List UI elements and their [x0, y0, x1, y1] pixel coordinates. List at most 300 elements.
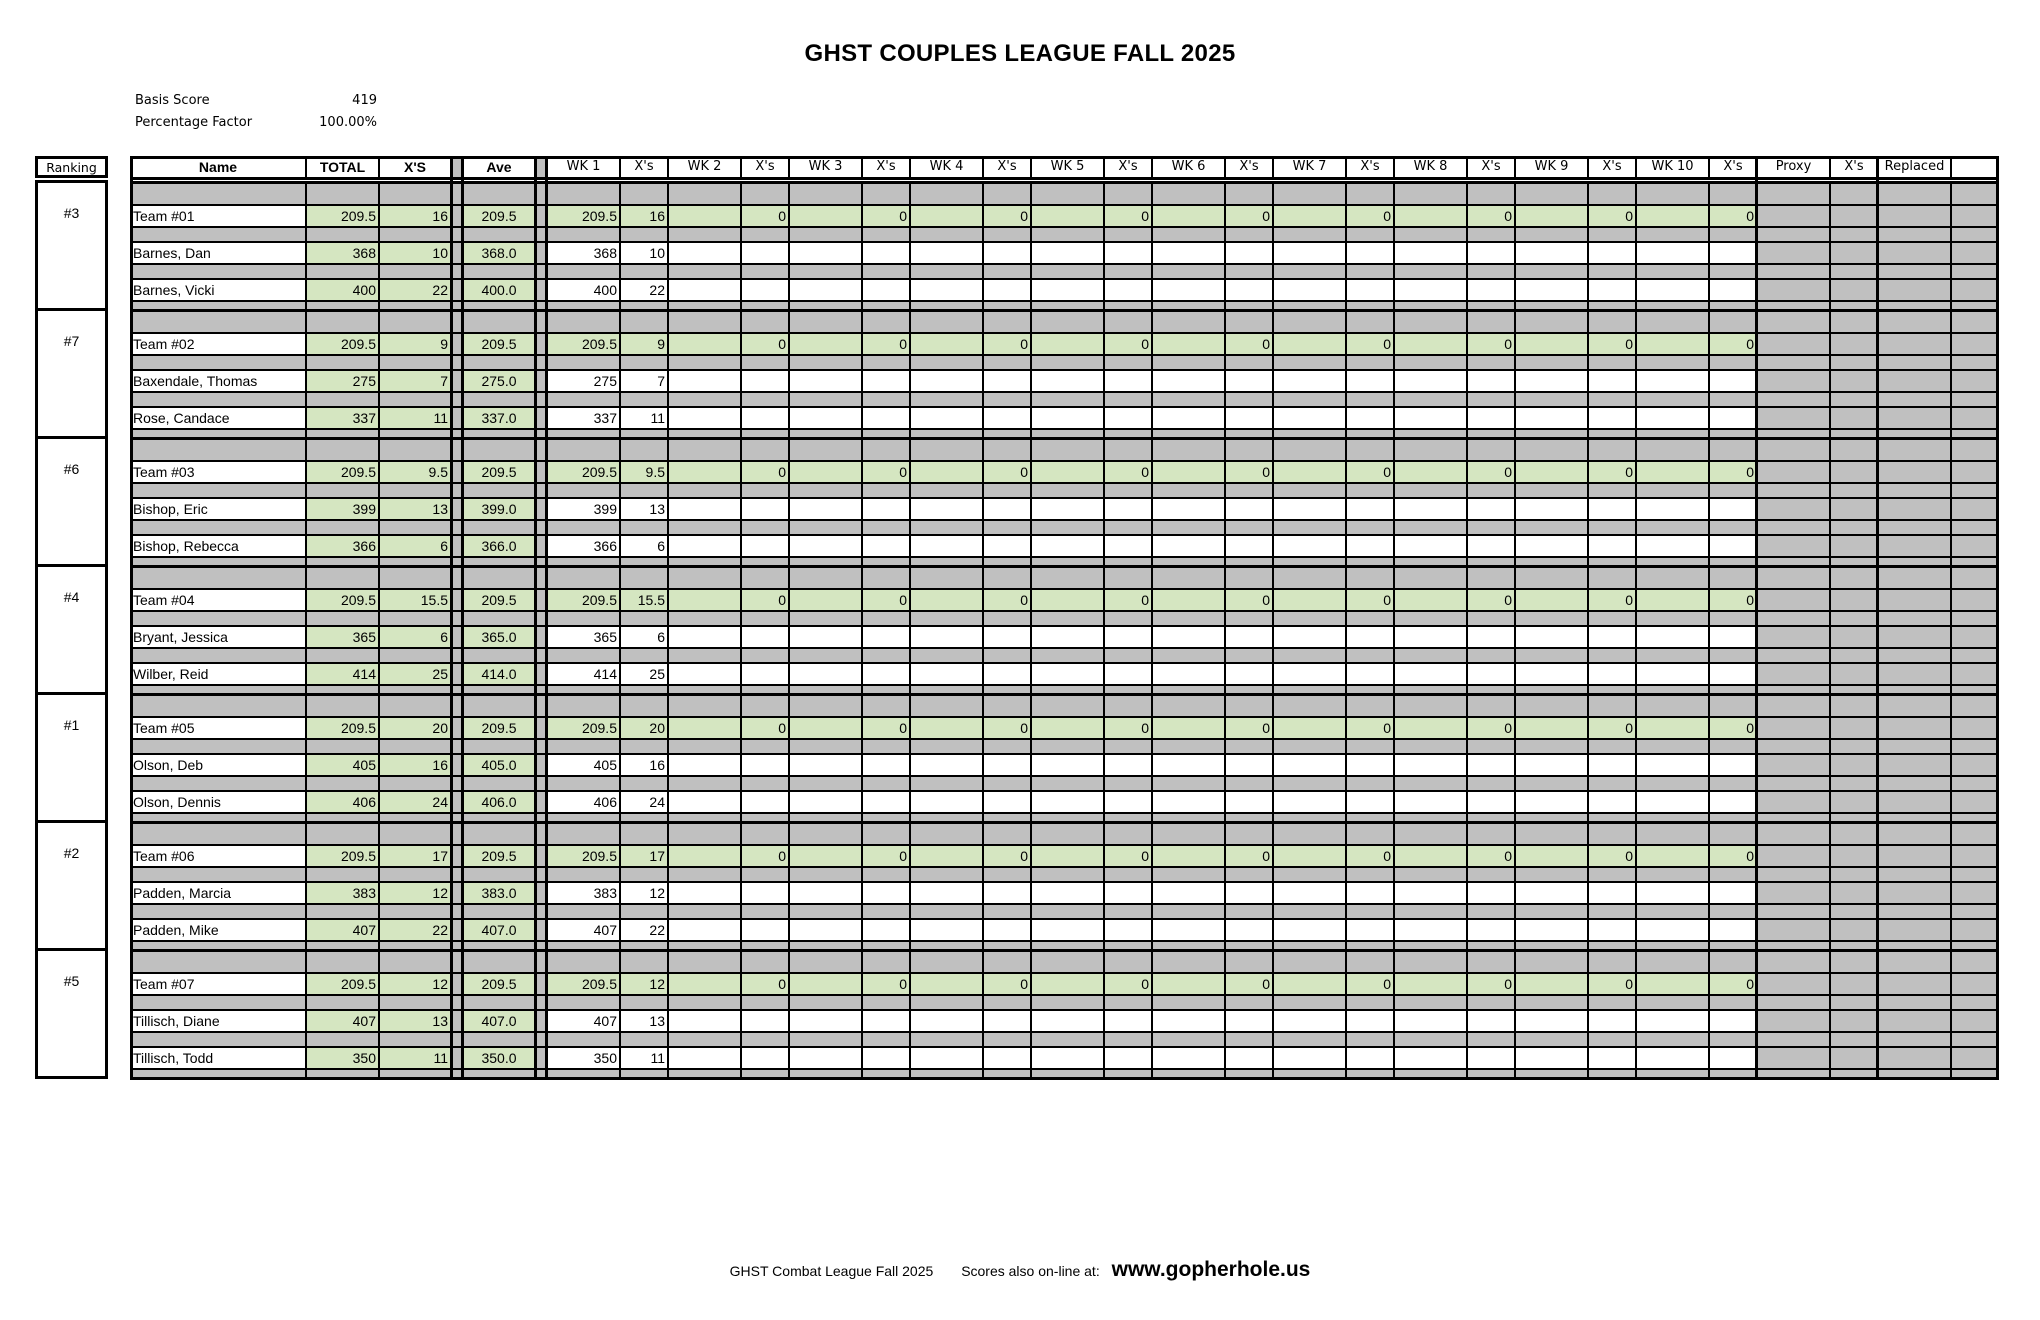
spacer-cell	[1757, 1032, 1830, 1047]
spacer-cell	[1951, 695, 1999, 717]
spacer-cell	[1031, 227, 1104, 242]
spacer-cell	[1515, 392, 1588, 407]
spacer-cell	[1467, 695, 1515, 717]
spacer-cell	[1830, 567, 1878, 589]
spacer-cell	[1830, 392, 1878, 407]
spacer-cell	[1515, 520, 1588, 535]
spacer-cell	[1346, 995, 1394, 1010]
spacer-cell	[463, 264, 535, 279]
spacer-cell	[1709, 904, 1757, 919]
week-score	[910, 535, 983, 557]
week-xs	[1467, 663, 1515, 685]
spacer-cell	[1709, 520, 1757, 535]
week-xs	[1588, 370, 1636, 392]
week-xs	[1467, 498, 1515, 520]
spacer-cell	[668, 483, 741, 498]
week-xs	[1467, 370, 1515, 392]
rank-value: #7	[63, 333, 80, 349]
spacer-cell	[379, 439, 451, 461]
week-xs	[1104, 1047, 1152, 1069]
spacer-cell	[1031, 648, 1104, 663]
spacer-cell	[1830, 439, 1878, 461]
week-score	[1273, 370, 1346, 392]
total-xs: 6	[379, 626, 451, 648]
spacer-cell	[1394, 183, 1467, 205]
spacer-cell	[862, 483, 910, 498]
spacer-cell	[789, 439, 862, 461]
week-1-score: 406	[547, 791, 620, 813]
week-1-xs: 9.5	[620, 461, 668, 483]
week-score	[1031, 589, 1104, 611]
spacer-cell	[668, 739, 741, 754]
spacer-cell	[862, 739, 910, 754]
week-xs	[741, 407, 789, 429]
spacer-cell	[1757, 739, 1830, 754]
week-xs	[1588, 242, 1636, 264]
week-score	[1636, 919, 1709, 941]
column-header: WK 5	[1031, 156, 1104, 178]
week-score	[789, 242, 862, 264]
spacer-cell	[1757, 311, 1830, 333]
spacer-cell	[463, 611, 535, 626]
spacer-cell	[983, 867, 1031, 882]
spacer-cell	[1152, 611, 1225, 626]
spacer-cell	[668, 183, 741, 205]
week-xs	[1709, 1047, 1757, 1069]
week-score	[1636, 407, 1709, 429]
column-header: WK 7	[1273, 156, 1346, 178]
week-score	[789, 535, 862, 557]
rank-box	[35, 820, 108, 951]
team-cell	[1951, 973, 1999, 995]
spacer-cell	[1951, 776, 1999, 791]
week-score	[910, 1047, 983, 1069]
spacer-cell	[1757, 567, 1830, 589]
total-score: 209.5	[306, 461, 379, 483]
spacer-cell	[1951, 648, 1999, 663]
week-score	[1394, 1047, 1467, 1069]
spacer-cell	[1104, 1032, 1152, 1047]
team-cell	[1830, 461, 1878, 483]
spacer-cell	[463, 867, 535, 882]
week-score	[668, 1010, 741, 1032]
week-score	[910, 791, 983, 813]
member-cell	[1757, 754, 1830, 776]
week-score	[910, 242, 983, 264]
member-cell	[1830, 919, 1878, 941]
week-score	[789, 498, 862, 520]
spacer-cell	[1515, 823, 1588, 845]
week-xs	[983, 370, 1031, 392]
week-score	[1152, 973, 1225, 995]
spacer-cell	[1467, 311, 1515, 333]
total-xs: 20	[379, 717, 451, 739]
spacer-cell	[1878, 183, 1951, 205]
spacer-cell	[741, 611, 789, 626]
spacer-cell	[668, 611, 741, 626]
spacer-cell	[1031, 611, 1104, 626]
week-xs	[1225, 882, 1273, 904]
spacer-cell	[1515, 264, 1588, 279]
week-xs	[1467, 1010, 1515, 1032]
week-1-score: 350	[547, 1047, 620, 1069]
team-name: Team #02	[130, 333, 306, 355]
footer	[0, 1258, 2040, 1282]
week-xs	[862, 754, 910, 776]
spacer-cell	[1515, 904, 1588, 919]
member-cell	[1757, 370, 1830, 392]
week-score	[1152, 279, 1225, 301]
spacer-cell	[1467, 439, 1515, 461]
week-1-xs: 11	[620, 407, 668, 429]
week-xs: 0	[983, 973, 1031, 995]
spacer-cell	[379, 311, 451, 333]
spacer-cell	[1830, 520, 1878, 535]
member-cell	[1757, 626, 1830, 648]
average-score: 406.0	[463, 791, 535, 813]
spacer-cell	[620, 776, 668, 791]
spacer-cell	[1394, 483, 1467, 498]
spacer-cell	[1709, 1032, 1757, 1047]
spacer-cell	[1709, 648, 1757, 663]
spacer-cell	[1878, 227, 1951, 242]
member-cell	[1830, 407, 1878, 429]
member-cell	[1830, 370, 1878, 392]
average-score: 383.0	[463, 882, 535, 904]
column-divider	[545, 156, 548, 1079]
week-xs	[862, 370, 910, 392]
spacer-cell	[1394, 355, 1467, 370]
spacer-cell	[1031, 392, 1104, 407]
week-score	[1394, 754, 1467, 776]
spacer-cell	[1273, 648, 1346, 663]
week-xs: 0	[983, 845, 1031, 867]
week-1-score: 368	[547, 242, 620, 264]
team-cell	[1757, 333, 1830, 355]
week-xs	[1467, 535, 1515, 557]
week-score	[1273, 279, 1346, 301]
spacer-cell	[910, 439, 983, 461]
spacer-cell	[379, 648, 451, 663]
spacer-cell	[306, 776, 379, 791]
spacer-cell	[379, 611, 451, 626]
column-divider	[1755, 156, 1758, 1079]
week-xs	[983, 242, 1031, 264]
spacer-cell	[1878, 567, 1951, 589]
spacer-cell	[1878, 355, 1951, 370]
week-score	[1515, 1047, 1588, 1069]
average-score: 337.0	[463, 407, 535, 429]
spacer-cell	[620, 392, 668, 407]
spacer-cell	[789, 904, 862, 919]
week-score	[1152, 717, 1225, 739]
spacer-cell	[1225, 227, 1273, 242]
spacer-cell	[1636, 227, 1709, 242]
spacer-cell	[741, 776, 789, 791]
week-1-xs: 24	[620, 791, 668, 813]
week-score	[789, 1010, 862, 1032]
week-score	[1394, 205, 1467, 227]
spacer-cell	[1709, 183, 1757, 205]
week-score	[789, 791, 862, 813]
spacer-cell	[789, 867, 862, 882]
column-header: WK 4	[910, 156, 983, 178]
spacer-cell	[1830, 695, 1878, 717]
total-score: 209.5	[306, 333, 379, 355]
spacer-cell	[379, 1032, 451, 1047]
spacer-cell	[1225, 951, 1273, 973]
spacer-cell	[1636, 611, 1709, 626]
spacer-cell	[1273, 355, 1346, 370]
spacer-cell	[1104, 483, 1152, 498]
spacer-cell	[1951, 483, 1999, 498]
spacer-cell	[1031, 355, 1104, 370]
spacer-cell	[862, 867, 910, 882]
spacer-cell	[983, 995, 1031, 1010]
spacer-cell	[130, 183, 306, 205]
spacer-cell	[1031, 483, 1104, 498]
week-score	[1152, 791, 1225, 813]
spacer-cell	[1709, 695, 1757, 717]
team-cell	[1757, 461, 1830, 483]
week-xs	[1346, 498, 1394, 520]
week-score	[1636, 279, 1709, 301]
week-score	[1031, 754, 1104, 776]
week-xs: 0	[1709, 589, 1757, 611]
week-xs: 0	[1467, 973, 1515, 995]
week-score	[1515, 370, 1588, 392]
spacer-cell	[1152, 567, 1225, 589]
spacer-cell	[1346, 611, 1394, 626]
week-score	[668, 845, 741, 867]
spacer-cell	[1394, 227, 1467, 242]
spacer-cell	[983, 611, 1031, 626]
column-header: X's	[741, 156, 789, 178]
spacer-cell	[789, 483, 862, 498]
spacer-cell	[1394, 951, 1467, 973]
column-header: WK 9	[1515, 156, 1588, 178]
column-header: X'S	[379, 156, 451, 178]
spacer-cell	[1394, 1032, 1467, 1047]
spacer-cell	[983, 1032, 1031, 1047]
spacer-cell	[789, 1032, 862, 1047]
spacer-cell	[1104, 776, 1152, 791]
spacer-cell	[620, 355, 668, 370]
spacer-cell	[1104, 264, 1152, 279]
spacer-cell	[910, 355, 983, 370]
week-score	[1273, 626, 1346, 648]
column-header: X's	[1709, 156, 1757, 178]
week-xs: 0	[1709, 845, 1757, 867]
spacer-cell	[1830, 355, 1878, 370]
spacer-cell	[1467, 951, 1515, 973]
spacer-cell	[741, 567, 789, 589]
spacer-cell	[306, 355, 379, 370]
week-score	[1636, 791, 1709, 813]
spacer-cell	[1273, 695, 1346, 717]
member-cell	[1830, 754, 1878, 776]
member-cell	[1878, 242, 1951, 264]
spacer-cell	[130, 951, 306, 973]
spacer-cell	[1394, 648, 1467, 663]
week-score	[1636, 370, 1709, 392]
spacer-cell	[547, 695, 620, 717]
spacer-cell	[1225, 567, 1273, 589]
team-cell	[1878, 333, 1951, 355]
total-xs: 9	[379, 333, 451, 355]
total-score: 365	[306, 626, 379, 648]
spacer-cell	[1031, 439, 1104, 461]
spacer-cell	[789, 648, 862, 663]
week-xs	[1467, 279, 1515, 301]
spacer-cell	[789, 739, 862, 754]
week-xs: 0	[741, 717, 789, 739]
spacer-cell	[620, 867, 668, 882]
spacer-cell	[1467, 995, 1515, 1010]
spacer-cell	[668, 264, 741, 279]
spacer-cell	[1588, 995, 1636, 1010]
spacer-cell	[1588, 739, 1636, 754]
spacer-cell	[1515, 483, 1588, 498]
week-score	[1394, 919, 1467, 941]
week-xs: 0	[1467, 205, 1515, 227]
week-1-score: 399	[547, 498, 620, 520]
spacer-cell	[379, 867, 451, 882]
week-score	[1273, 845, 1346, 867]
spacer-cell	[130, 776, 306, 791]
week-xs: 0	[1467, 333, 1515, 355]
average-score: 407.0	[463, 1010, 535, 1032]
average-score: 209.5	[463, 845, 535, 867]
spacer-cell	[620, 611, 668, 626]
spacer-cell	[1104, 311, 1152, 333]
spacer-cell	[463, 483, 535, 498]
week-xs	[1104, 791, 1152, 813]
week-xs	[862, 1047, 910, 1069]
average-score: 414.0	[463, 663, 535, 685]
spacer-cell	[1830, 867, 1878, 882]
spacer-cell	[1152, 355, 1225, 370]
week-1-score: 337	[547, 407, 620, 429]
week-score	[1273, 498, 1346, 520]
spacer-cell	[789, 995, 862, 1010]
total-xs: 9.5	[379, 461, 451, 483]
week-score	[1152, 333, 1225, 355]
spacer-cell	[1467, 264, 1515, 279]
spacer-cell	[1757, 439, 1830, 461]
footer-site-link[interactable]: www.gopherhole.us	[1111, 1258, 1311, 1281]
spacer-cell	[1636, 776, 1709, 791]
week-score	[1636, 663, 1709, 685]
week-xs: 0	[1225, 973, 1273, 995]
shooter-name: Barnes, Dan	[130, 242, 306, 264]
ranking-header: Ranking	[35, 156, 108, 178]
week-xs: 0	[983, 333, 1031, 355]
week-xs	[862, 791, 910, 813]
member-cell	[1830, 242, 1878, 264]
week-score	[910, 498, 983, 520]
spacer-cell	[306, 611, 379, 626]
week-xs	[741, 242, 789, 264]
week-score	[910, 717, 983, 739]
table-border	[130, 156, 1999, 159]
spacer-cell	[1031, 867, 1104, 882]
spacer-cell	[1467, 648, 1515, 663]
week-xs: 0	[1588, 717, 1636, 739]
total-score: 405	[306, 754, 379, 776]
spacer-cell	[1951, 867, 1999, 882]
week-score	[789, 1047, 862, 1069]
week-score	[1515, 754, 1588, 776]
week-xs: 0	[1225, 461, 1273, 483]
spacer-cell	[1152, 311, 1225, 333]
spacer-cell	[1951, 520, 1999, 535]
week-score	[1273, 461, 1346, 483]
spacer-cell	[1636, 951, 1709, 973]
week-xs	[983, 663, 1031, 685]
spacer-cell	[862, 227, 910, 242]
spacer-cell	[668, 951, 741, 973]
average-score: 400.0	[463, 279, 535, 301]
spacer-cell	[1878, 951, 1951, 973]
team-cell	[1830, 205, 1878, 227]
week-xs	[862, 498, 910, 520]
column-divider	[1876, 156, 1879, 1079]
spacer-cell	[1031, 264, 1104, 279]
spacer-cell	[1152, 695, 1225, 717]
spacer-cell	[1467, 227, 1515, 242]
team-cell	[1878, 589, 1951, 611]
week-xs	[983, 498, 1031, 520]
week-score	[1394, 242, 1467, 264]
member-cell	[1757, 535, 1830, 557]
spacer-cell	[1225, 311, 1273, 333]
team-cell	[1878, 973, 1951, 995]
spacer-cell	[910, 520, 983, 535]
total-score: 209.5	[306, 845, 379, 867]
spacer-cell	[983, 695, 1031, 717]
spacer-cell	[1878, 695, 1951, 717]
team-name: Team #07	[130, 973, 306, 995]
week-xs: 0	[862, 333, 910, 355]
week-score	[1636, 205, 1709, 227]
week-xs	[983, 535, 1031, 557]
week-score	[1273, 205, 1346, 227]
spacer-cell	[1225, 648, 1273, 663]
spacer-cell	[910, 311, 983, 333]
week-score	[668, 333, 741, 355]
week-score	[1152, 205, 1225, 227]
spacer-cell	[547, 739, 620, 754]
team-cell	[1878, 845, 1951, 867]
week-xs: 0	[1709, 333, 1757, 355]
week-xs: 0	[1346, 461, 1394, 483]
week-xs	[741, 498, 789, 520]
spacer-cell	[1346, 227, 1394, 242]
week-xs: 0	[1104, 205, 1152, 227]
week-score	[1636, 717, 1709, 739]
total-xs: 16	[379, 205, 451, 227]
spacer-cell	[862, 439, 910, 461]
spacer-cell	[1394, 392, 1467, 407]
spacer-cell	[1031, 823, 1104, 845]
spacer-cell	[983, 311, 1031, 333]
spacer-cell	[1757, 520, 1830, 535]
week-xs	[741, 1047, 789, 1069]
shooter-name: Bryant, Jessica	[130, 626, 306, 648]
spacer-cell	[1588, 264, 1636, 279]
week-xs	[862, 919, 910, 941]
